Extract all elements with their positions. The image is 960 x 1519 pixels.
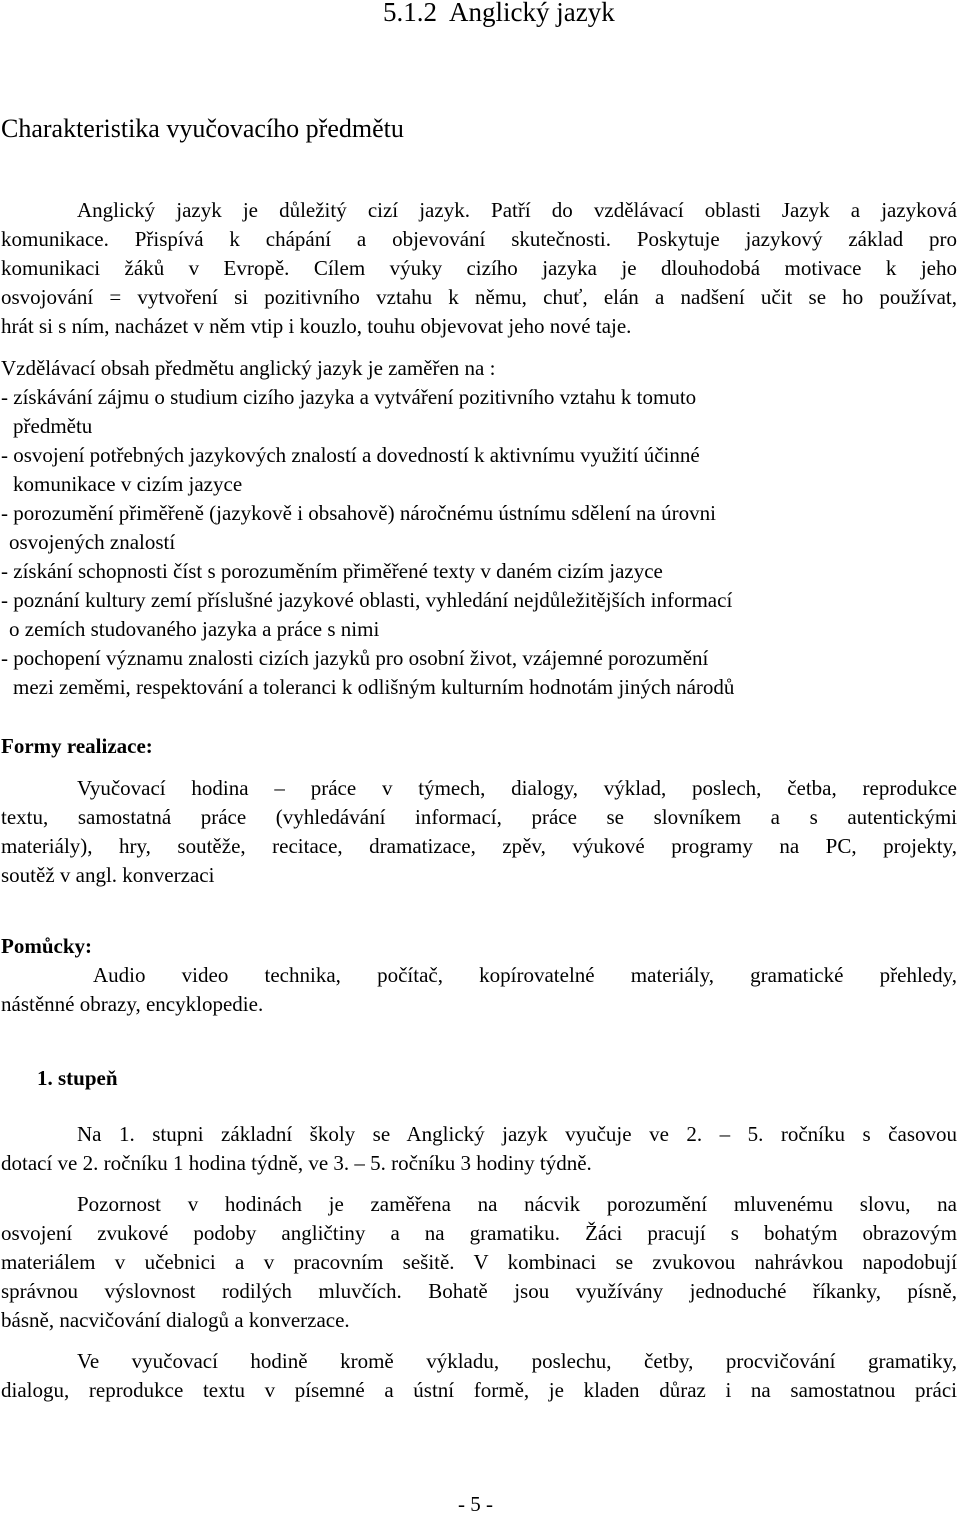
forms-line: materiály), hry, soutěže, recitace, dramatizace, zpěv, výukové programy na PC, projekty, [1, 834, 957, 858]
stage1-p2-line: básně, nacvičování dialogů a konverzace. [1, 1308, 350, 1332]
stage1-p1-line: dotací ve 2. ročníku 1 hodina týdně, ve 3. – 5. ročníku 3 hodiny týdně. [1, 1151, 592, 1175]
stage1-p3-line: Ve vyučovací hodině kromě výkladu, poslechu, četby, procvičování gramatiky, [77, 1349, 957, 1373]
intro-line: osvojování = vytvoření si pozitivního vztahu k němu, chuť, elán a nadšení učit se ho používat, [1, 285, 957, 309]
goal-line: předmětu [13, 414, 93, 438]
stage1-heading: 1. stupeň [37, 1066, 118, 1090]
section-title: 5.1.2 Anglický jazyk [383, 0, 615, 27]
goal-line: - porozumění přiměřeně (jazykově i obsahově) náročnému ústnímu sdělení na úrovni [1, 501, 716, 525]
forms-line: textu, samostatná práce (vyhledávání informací, práce se slovníkem a s autentickými [1, 805, 957, 829]
goal-line: - pochopení významu znalosti cizích jazyků pro osobní život, vzájemné porozumění [1, 646, 709, 670]
stage1-p2-line: osvojení zvukové podoby angličtiny a na gramatiku. Žáci pracují s bohatým obrazovým [1, 1221, 957, 1245]
aids-line: Audio video technika, počítač, kopírovatelné materiály, gramatické přehledy, [93, 963, 957, 987]
stage1-p2-line: materiálem v učebnici a v pracovním sešitě. V kombinaci se zvukovou nahrávkou napodobují [1, 1250, 957, 1274]
goal-line: osvojených znalostí [9, 530, 176, 554]
stage1-p1-line: Na 1. stupni základní školy se Anglický jazyk vyučuje ve 2. – 5. ročníku s časovou [77, 1122, 957, 1146]
intro-line: komunikaci žáků v Evropě. Cílem výuky cizího jazyka je dlouhodobá motivace k jeho [1, 256, 957, 280]
goal-line: o zemích studovaného jazyka a práce s nimi [9, 617, 380, 641]
aids-line: nástěnné obrazy, encyklopedie. [1, 992, 264, 1016]
stage1-p3-line: dialogu, reprodukce textu v písemné a ústní formě, je kladen důraz i na samostatnou práci [1, 1378, 957, 1402]
forms-line: Vyučovací hodina – práce v týmech, dialogy, výklad, poslech, četba, reprodukce [77, 776, 957, 800]
aids-heading: Pomůcky: [1, 934, 92, 958]
stage1-p2-line: Pozornost v hodinách je zaměřena na nácvik porozumění mluvenému slovu, na [77, 1192, 957, 1216]
intro-line: komunikace. Přispívá k chápání a objevování skutečnosti. Poskytuje jazykový základ pro [1, 227, 957, 251]
page-number: - 5 - [458, 1492, 493, 1516]
goal-line: - získávání zájmu o studium cizího jazyka a vytváření pozitivního vztahu k tomuto [1, 385, 697, 409]
goal-line: - poznání kultury zemí příslušné jazykové oblasti, vyhledání nejdůležitějších informací [1, 588, 733, 612]
forms-heading: Formy realizace: [1, 734, 153, 758]
intro-line: hrát si s ním, nacházet v něm vtip i kouzlo, touhu objevovat jeho nové taje. [1, 314, 632, 338]
forms-line: soutěž v angl. konverzaci [1, 863, 215, 887]
stage1-p2-line: správnou výslovnost rodilých mluvčích. Bohatě jsou využívány jednoduché říkanky, písně, [1, 1279, 957, 1303]
goal-line: mezi zeměmi, respektování a toleranci k odlišným kulturním hodnotám jiných národů [13, 675, 735, 699]
goals-intro: Vzdělávací obsah předmětu anglický jazyk je zaměřen na : [1, 356, 496, 380]
characteristics-heading: Charakteristika vyučovacího předmětu [1, 114, 404, 143]
goal-line: komunikace v cizím jazyce [13, 472, 243, 496]
goal-line: - osvojení potřebných jazykových znalostí a dovedností k aktivnímu využití účinné [1, 443, 700, 467]
goal-line: - získání schopnosti číst s porozuměním přiměřené texty v daném cizím jazyce [1, 559, 663, 583]
intro-line: Anglický jazyk je důležitý cizí jazyk. Patří do vzdělávací oblasti Jazyk a jazyková [77, 198, 957, 222]
